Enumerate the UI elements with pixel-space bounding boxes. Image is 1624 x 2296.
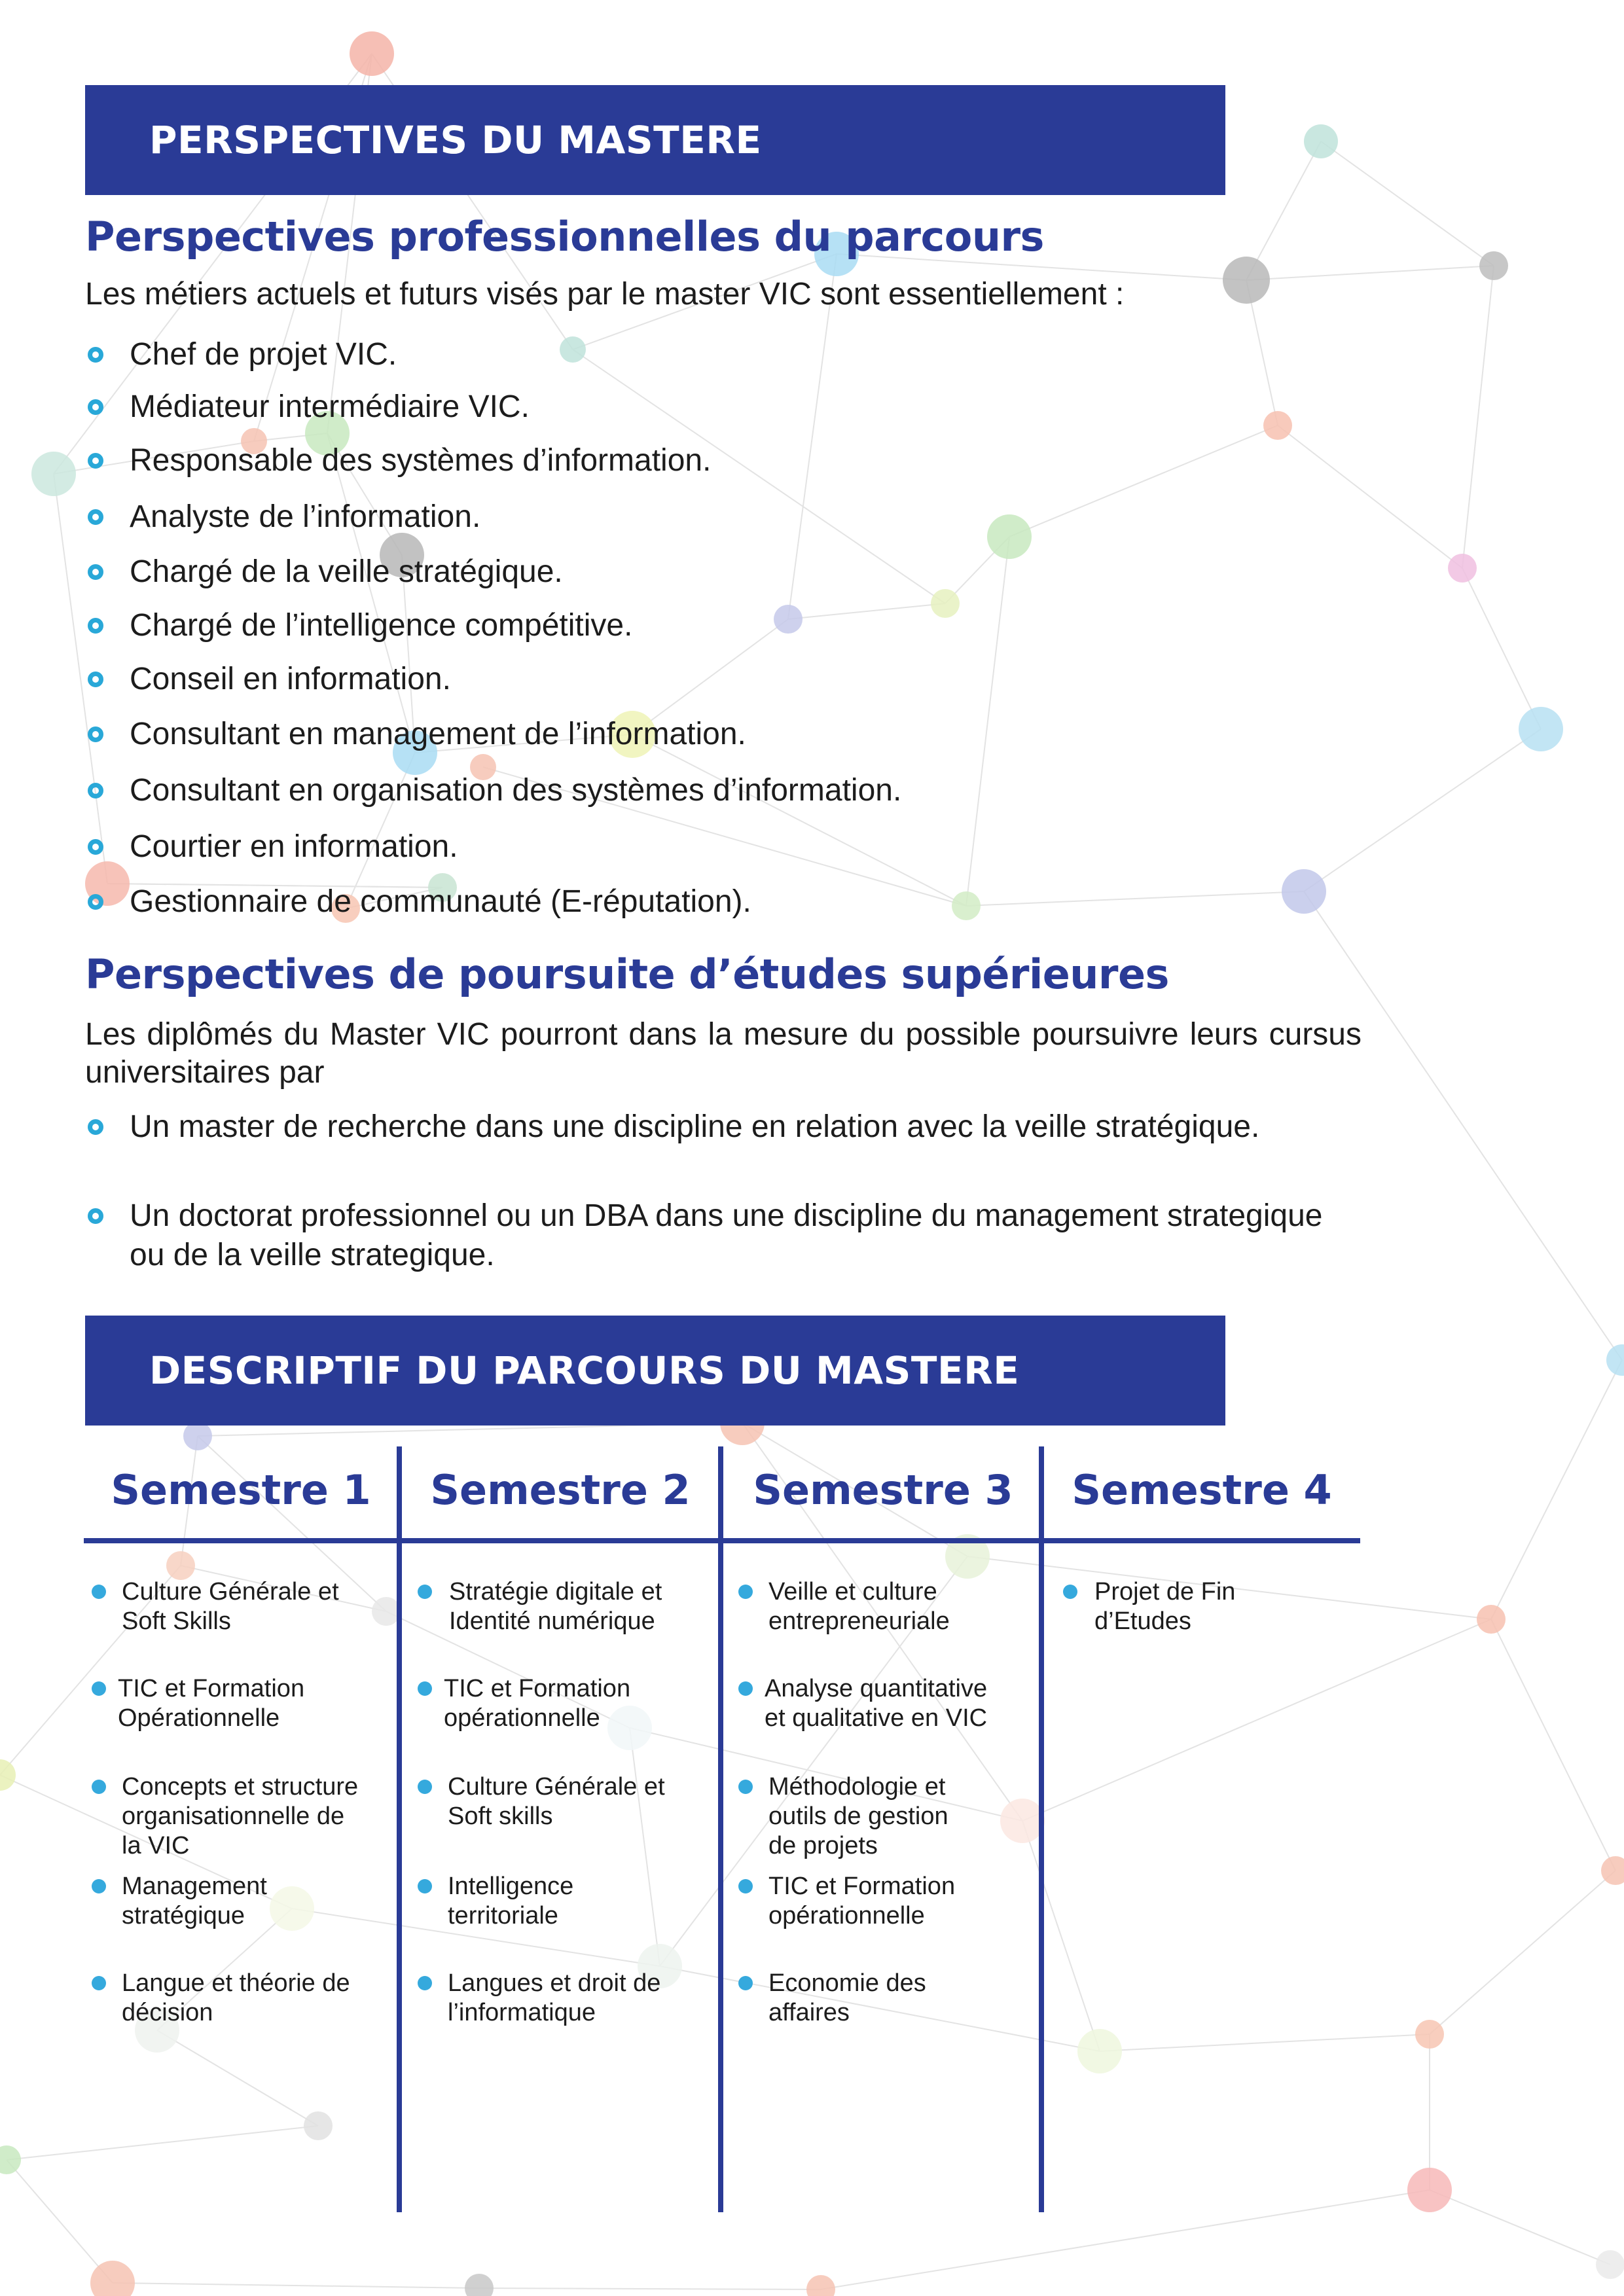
section-banner-descriptif: DESCRIPTIF DU PARCOURS DU MASTERE xyxy=(85,1316,1225,1426)
semester-4-title: Semestre 4 xyxy=(1072,1466,1332,1514)
dot-bullet-icon xyxy=(738,1976,753,1990)
dot-bullet-icon xyxy=(418,1879,432,1893)
course-item: Culture Générale et Soft skills xyxy=(418,1772,665,1831)
column-divider xyxy=(718,1446,723,2212)
list-item: Médiateur intermédiaire VIC. xyxy=(85,387,530,427)
professional-intro: Les métiers actuels et futurs visés par le master VIC sont essentiellement : xyxy=(85,277,1125,312)
ring-bullet-icon xyxy=(88,564,103,580)
course-item: TIC et Formation opérationnelle xyxy=(418,1674,630,1733)
ring-bullet-icon xyxy=(88,618,103,634)
dot-bullet-icon xyxy=(738,1879,753,1893)
column-divider xyxy=(1039,1446,1044,2212)
list-item: Consultant en organisation des systèmes d’information. xyxy=(85,771,901,810)
semester-1-title: Semestre 1 xyxy=(111,1466,371,1514)
heading-professional-perspectives: Perspectives professionnelles du parcours xyxy=(85,213,1044,260)
ring-bullet-icon xyxy=(88,839,103,855)
list-item: Un doctorat professionnel ou un DBA dans une discipline du management strategique ou de la veille strategique. xyxy=(85,1196,1362,1275)
dot-bullet-icon xyxy=(1063,1585,1077,1599)
ring-bullet-icon xyxy=(88,783,103,798)
list-item: Chargé de la veille stratégique. xyxy=(85,552,563,592)
list-item: Conseil en information. xyxy=(85,660,451,699)
list-item: Chef de projet VIC. xyxy=(85,335,397,374)
list-item: Gestionnaire de communauté (E-réputation). xyxy=(85,882,751,922)
dot-bullet-icon xyxy=(92,1879,106,1893)
course-item: Langues et droit de l’informatique xyxy=(418,1969,660,2028)
course-item: Economie des affaires xyxy=(738,1969,926,2028)
dot-bullet-icon xyxy=(738,1585,753,1599)
column-divider xyxy=(397,1446,402,2212)
course-item: Langue et théorie de décision xyxy=(92,1969,350,2028)
ring-bullet-icon xyxy=(88,347,103,363)
list-item: Responsable des systèmes d’information. xyxy=(85,441,711,480)
list-item: Chargé de l’intelligence compétitive. xyxy=(85,606,632,645)
dot-bullet-icon xyxy=(418,1780,432,1794)
list-item: Courtier en information. xyxy=(85,827,458,867)
ring-bullet-icon xyxy=(88,453,103,469)
section-banner-perspectives: PERSPECTIVES DU MASTERE xyxy=(85,85,1225,195)
dot-bullet-icon xyxy=(418,1681,432,1696)
ring-bullet-icon xyxy=(88,1208,103,1224)
dot-bullet-icon xyxy=(92,1976,106,1990)
ring-bullet-icon xyxy=(88,1119,103,1135)
semester-2-title: Semestre 2 xyxy=(430,1466,691,1514)
course-item: Culture Générale et Soft Skills xyxy=(92,1577,339,1636)
dot-bullet-icon xyxy=(92,1681,106,1696)
ring-bullet-icon xyxy=(88,726,103,742)
list-item: Consultant en management de l’information. xyxy=(85,715,746,754)
semester-3-title: Semestre 3 xyxy=(753,1466,1013,1514)
studies-intro: Les diplômés du Master VIC pourront dans la mesure du possible poursuivre leurs cursus universitaires par xyxy=(85,1017,1362,1090)
course-item: Stratégie digitale et Identité numérique xyxy=(418,1577,662,1636)
course-item: Méthodologie et outils de gestion de projets xyxy=(738,1772,948,1861)
heading-further-studies: Perspectives de poursuite d’études supérieures xyxy=(85,950,1169,998)
course-item: Veille et culture entrepreneuriale xyxy=(738,1577,950,1636)
course-item: Concepts et structure organisationnelle de la VIC xyxy=(92,1772,358,1861)
course-item: Management stratégique xyxy=(92,1872,267,1931)
course-item: Intelligence territoriale xyxy=(418,1872,573,1931)
ring-bullet-icon xyxy=(88,399,103,415)
course-item: Analyse quantitative et qualitative en VIC xyxy=(738,1674,987,1733)
ring-bullet-icon xyxy=(88,672,103,687)
dot-bullet-icon xyxy=(92,1780,106,1794)
ring-bullet-icon xyxy=(88,509,103,525)
dot-bullet-icon xyxy=(418,1976,432,1990)
list-item: Analyste de l’information. xyxy=(85,497,480,537)
course-item: Projet de Fin d’Etudes xyxy=(1063,1577,1235,1636)
course-item: TIC et Formation opérationnelle xyxy=(738,1872,955,1931)
dot-bullet-icon xyxy=(92,1585,106,1599)
dot-bullet-icon xyxy=(418,1585,432,1599)
dot-bullet-icon xyxy=(738,1681,753,1696)
dot-bullet-icon xyxy=(738,1780,753,1794)
ring-bullet-icon xyxy=(88,894,103,910)
list-item: Un master de recherche dans une discipline en relation avec la veille stratégique. xyxy=(85,1107,1362,1147)
course-item: TIC et Formation Opérationnelle xyxy=(92,1674,304,1733)
